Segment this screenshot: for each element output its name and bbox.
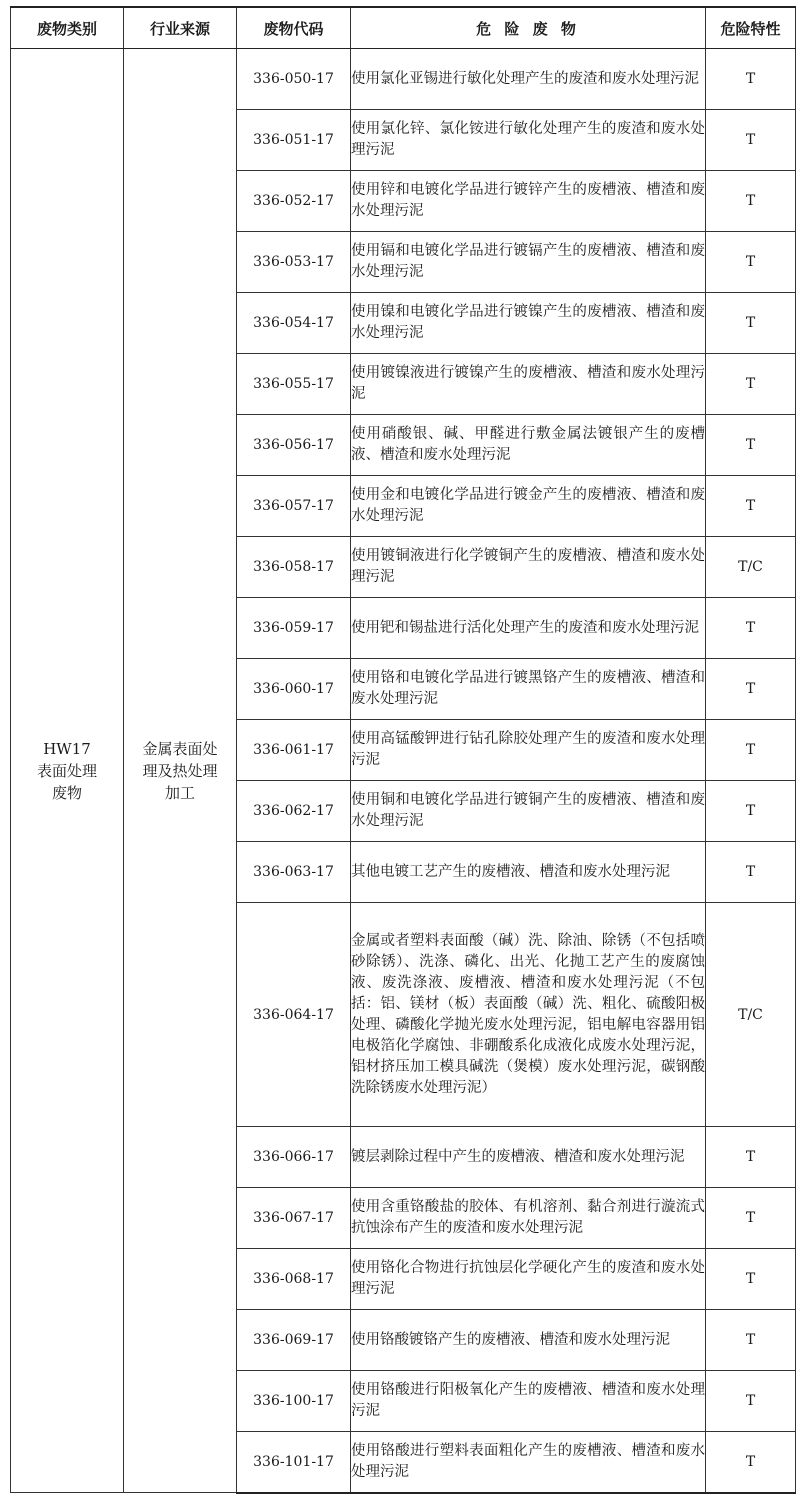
waste-code: 336-061-17 — [237, 720, 351, 781]
hazard-characteristic: T — [706, 1310, 796, 1371]
waste-description: 使用镉和电镀化学品进行镀镉产生的废槽液、槽渣和废水处理污泥 — [351, 232, 706, 293]
hazard-characteristic: T — [706, 720, 796, 781]
waste-description: 使用锌和电镀化学品进行镀锌产生的废槽液、槽渣和废水处理污泥 — [351, 171, 706, 232]
industry-source-text: 金属表面处 — [142, 739, 218, 758]
waste-code: 336-101-17 — [237, 1432, 351, 1493]
waste-code: 336-062-17 — [237, 781, 351, 842]
waste-code: 336-068-17 — [237, 1249, 351, 1310]
hazard-characteristic: T — [706, 49, 796, 110]
waste-description: 使用金和电镀化学品进行镀金产生的废槽液、槽渣和废水处理污泥 — [351, 476, 706, 537]
waste-description: 使用高锰酸钾进行钻孔除胶处理产生的废渣和废水处理污泥 — [351, 720, 706, 781]
industry-source-cell — [124, 49, 237, 1493]
header-characteristic: 危险特性 — [706, 7, 796, 49]
waste-description: 镀层剥除过程中产生的废槽液、槽渣和废水处理污泥 — [351, 1127, 706, 1188]
category-cell — [11, 49, 124, 1493]
waste-description: 金属或者塑料表面酸（碱）洗、除油、除锈（不包括喷砂除锈）、洗涤、磷化、出光、化抛工艺产生的废腐蚀液、废洗涤液、废槽液、槽渣和废水处理污泥（不包括：铝、镁材（板）表面酸（碱）洗、粗化、硫酸阳极处理、磷酸化学抛光废水处理污泥，铝电解电容器用铝电极箔化学腐蚀、非硼酸系化成液化成废水处理污泥，铝材挤压加工模具碱洗（煲模）废水处理污泥，碳钢酸洗除锈废水处理污泥） — [351, 903, 706, 1127]
hazard-characteristic: T — [706, 781, 796, 842]
waste-code: 336-060-17 — [237, 659, 351, 720]
waste-description: 其他电镀工艺产生的废槽液、槽渣和废水处理污泥 — [351, 842, 706, 903]
hazard-characteristic: T — [706, 293, 796, 354]
waste-code: 336-064-17 — [237, 903, 351, 1127]
waste-code: 336-066-17 — [237, 1127, 351, 1188]
hazard-characteristic: T — [706, 1188, 796, 1249]
waste-code: 336-100-17 — [237, 1371, 351, 1432]
table-body — [11, 49, 796, 1493]
waste-description: 使用镀镍液进行镀镍产生的废槽液、槽渣和废水处理污泥 — [351, 354, 706, 415]
waste-code: 336-055-17 — [237, 354, 351, 415]
hazard-characteristic: T — [706, 476, 796, 537]
hazard-characteristic: T — [706, 171, 796, 232]
waste-code: 336-063-17 — [237, 842, 351, 903]
category-text: 表面处理 — [36, 761, 97, 780]
waste-code: 336-059-17 — [237, 598, 351, 659]
waste-description: 使用氯化亚锡进行敏化处理产生的废渣和废水处理污泥 — [351, 49, 706, 110]
waste-description: 使用硝酸银、碱、甲醛进行敷金属法镀银产生的废槽液、槽渣和废水处理污泥 — [351, 415, 706, 476]
table-row — [11, 49, 796, 110]
waste-code: 336-052-17 — [237, 171, 351, 232]
waste-description: 使用氯化锌、氯化铵进行敏化处理产生的废渣和废水处理污泥 — [351, 110, 706, 171]
hazard-characteristic: T — [706, 1432, 796, 1493]
hazard-characteristic: T/C — [706, 903, 796, 1127]
waste-code: 336-054-17 — [237, 293, 351, 354]
waste-code: 336-058-17 — [237, 537, 351, 598]
hazard-characteristic: T — [706, 1249, 796, 1310]
waste-description: 使用含重铬酸盐的胶体、有机溶剂、黏合剂进行漩流式抗蚀涂布产生的废渣和废水处理污泥 — [351, 1188, 706, 1249]
header-category: 废物类别 — [11, 7, 124, 49]
hazard-characteristic: T — [706, 110, 796, 171]
category-text: HW17 — [43, 739, 91, 758]
hazard-characteristic: T — [706, 659, 796, 720]
industry-source-text: 加工 — [164, 783, 195, 802]
waste-code: 336-056-17 — [237, 415, 351, 476]
header-source: 行业来源 — [124, 7, 237, 49]
header-hazardous-waste: 危 险 废 物 — [351, 7, 706, 49]
hazard-characteristic: T — [706, 415, 796, 476]
industry-source-text: 理及热处理 — [142, 761, 218, 780]
waste-code: 336-057-17 — [237, 476, 351, 537]
header-code: 废物代码 — [237, 7, 351, 49]
hazard-characteristic: T — [706, 598, 796, 659]
waste-code: 336-069-17 — [237, 1310, 351, 1371]
hazard-characteristic: T — [706, 232, 796, 293]
waste-description: 使用镍和电镀化学品进行镀镍产生的废槽液、槽渣和废水处理污泥 — [351, 293, 706, 354]
waste-description: 使用铬酸进行塑料表面粗化产生的废槽液、槽渣和废水处理污泥 — [351, 1432, 706, 1493]
hazard-characteristic: T — [706, 842, 796, 903]
category-text: 废物 — [51, 783, 82, 802]
waste-code: 336-053-17 — [237, 232, 351, 293]
waste-description: 使用钯和锡盐进行活化处理产生的废渣和废水处理污泥 — [351, 598, 706, 659]
waste-code: 336-067-17 — [237, 1188, 351, 1249]
hazard-characteristic: T — [706, 1127, 796, 1188]
hazardous-waste-table — [10, 6, 796, 1494]
waste-description: 使用铜和电镀化学品进行镀铜产生的废槽液、槽渣和废水处理污泥 — [351, 781, 706, 842]
header-row — [11, 7, 796, 49]
hazard-characteristic: T — [706, 354, 796, 415]
waste-code: 336-050-17 — [237, 49, 351, 110]
waste-code: 336-051-17 — [237, 110, 351, 171]
hazard-characteristic: T — [706, 1371, 796, 1432]
waste-description: 使用铬化合物进行抗蚀层化学硬化产生的废渣和废水处理污泥 — [351, 1249, 706, 1310]
waste-description: 使用铬和电镀化学品进行镀黑铬产生的废槽液、槽渣和废水处理污泥 — [351, 659, 706, 720]
waste-description: 使用铬酸进行阳极氧化产生的废槽液、槽渣和废水处理污泥 — [351, 1371, 706, 1432]
waste-description: 使用铬酸镀铬产生的废槽液、槽渣和废水处理污泥 — [351, 1310, 706, 1371]
waste-description: 使用镀铜液进行化学镀铜产生的废槽液、槽渣和废水处理污泥 — [351, 537, 706, 598]
hazard-characteristic: T/C — [706, 537, 796, 598]
